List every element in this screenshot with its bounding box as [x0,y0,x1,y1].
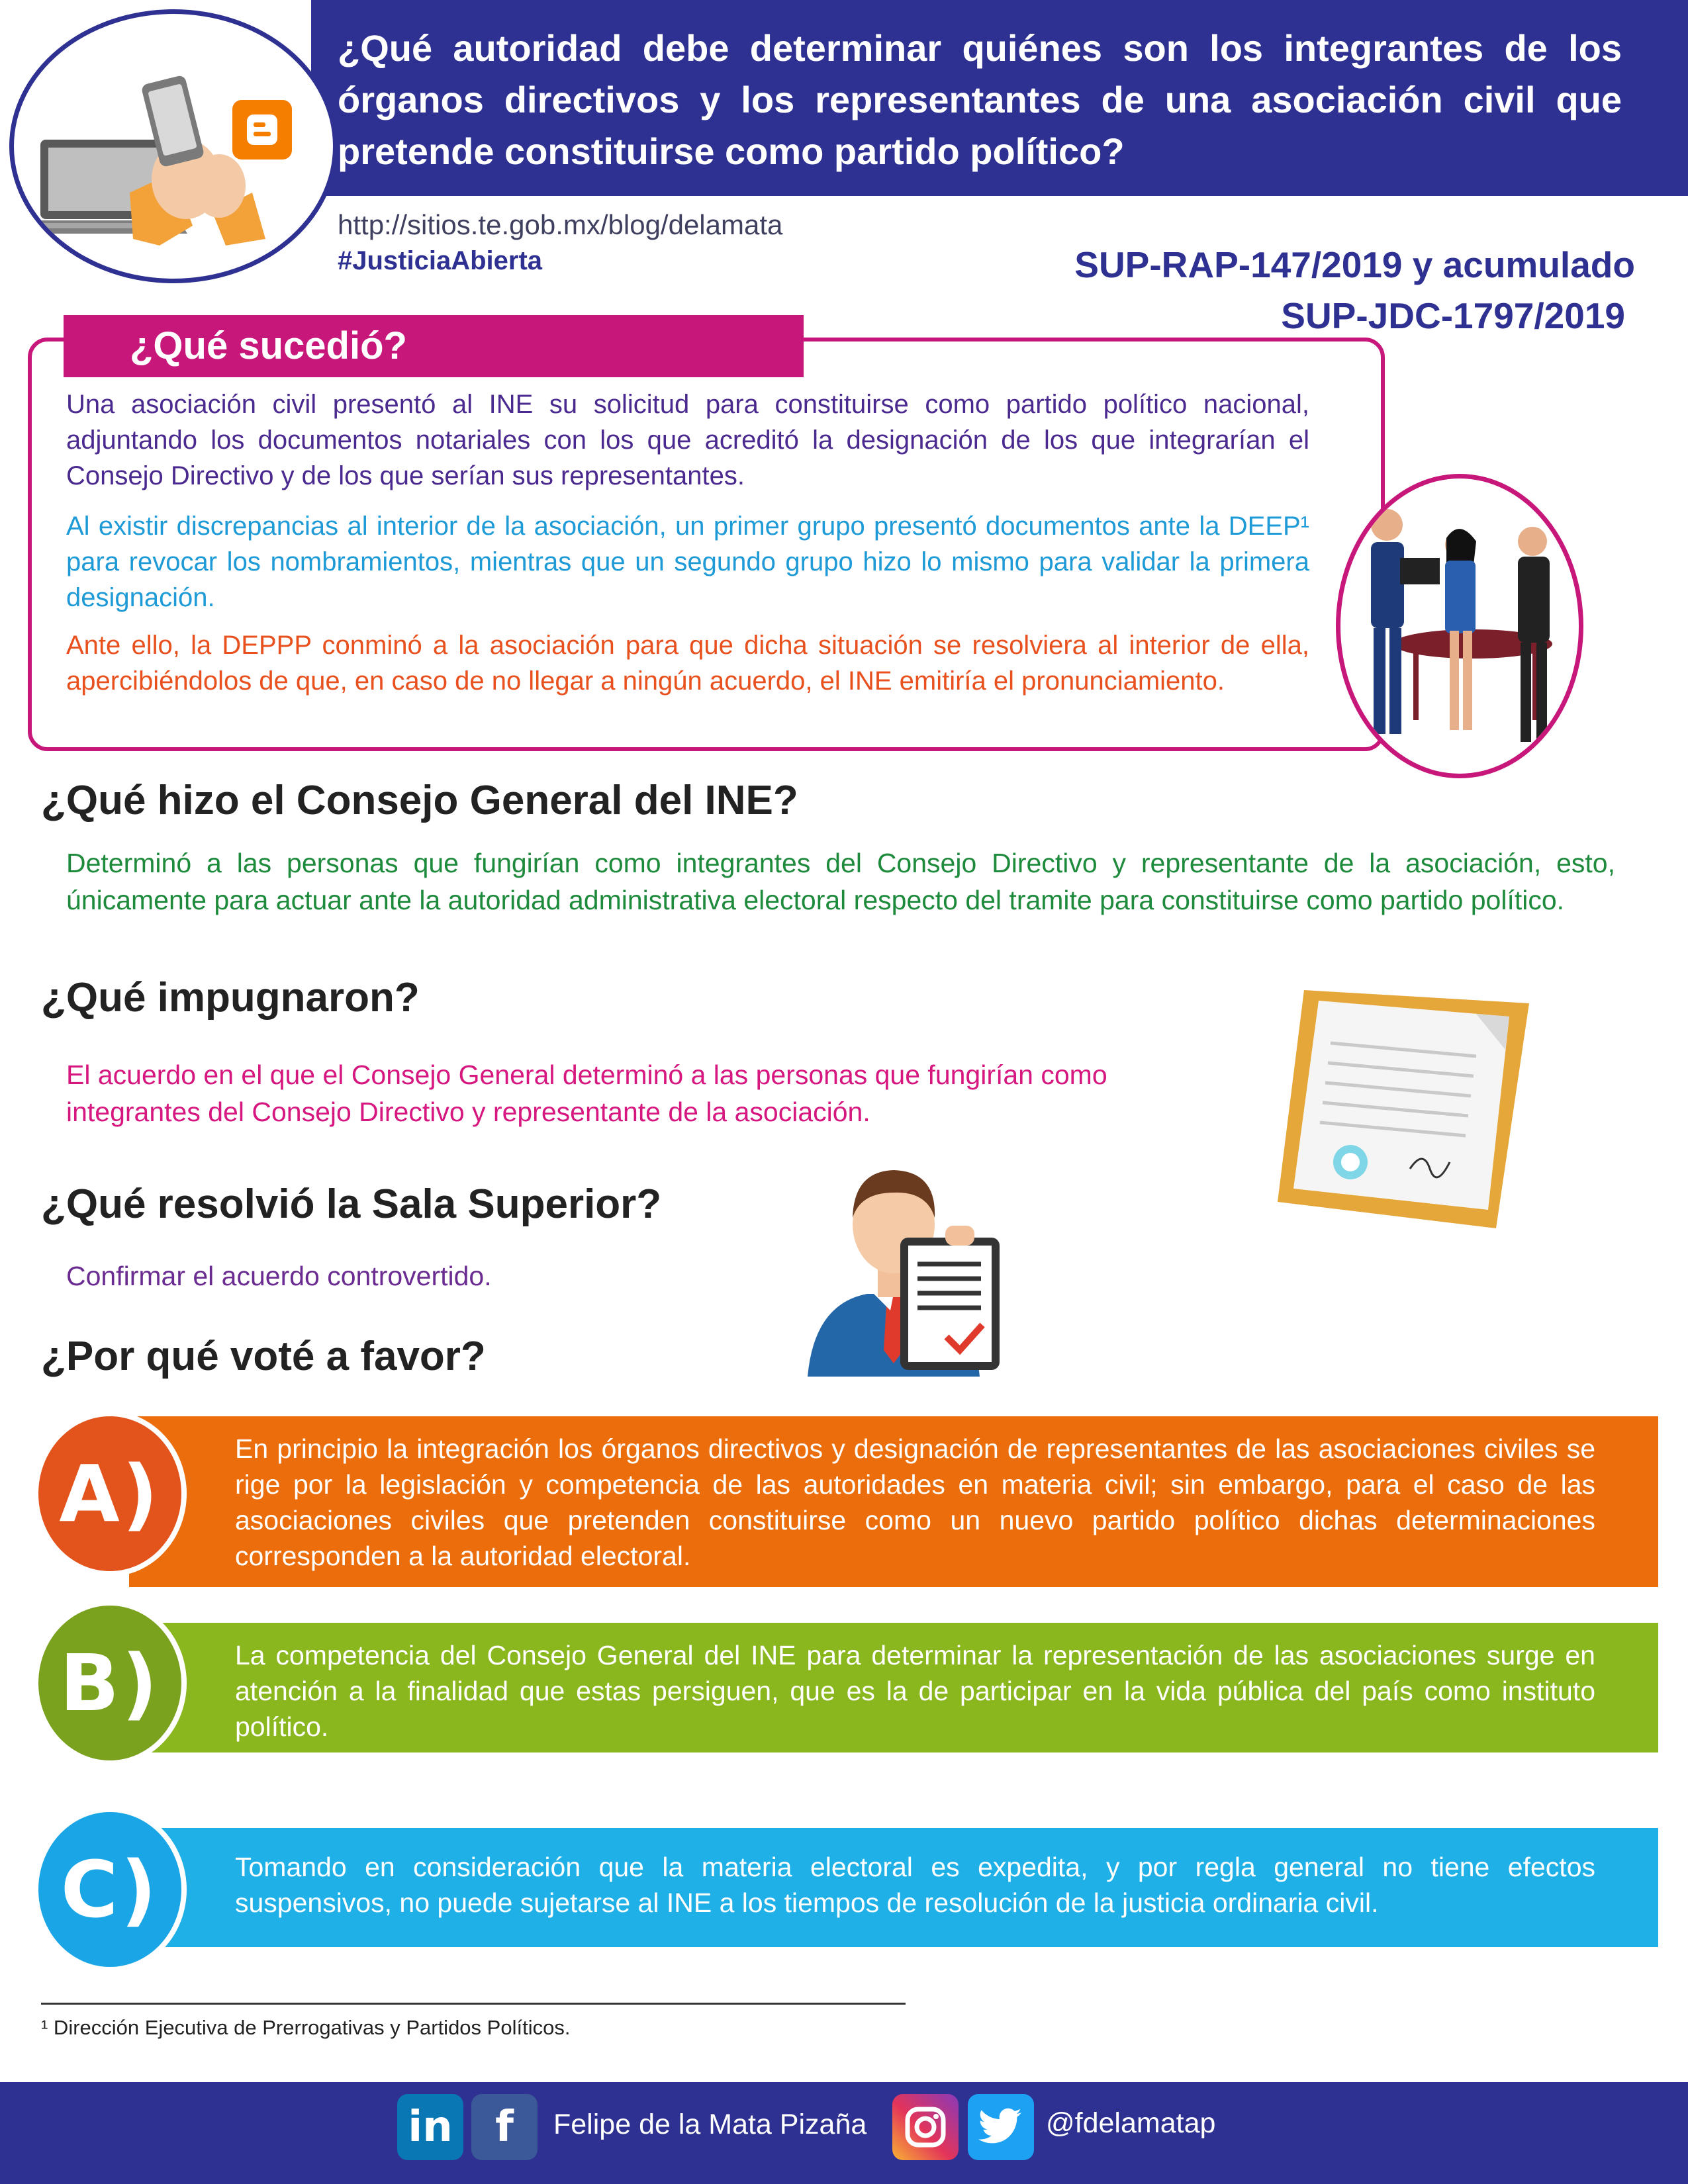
what-happened-paragraph-2: Al existir discrepancias al interior de la asociación, un primer grupo presentó documentos ante la DEEP¹ para revocar los nombramientos, mientras que un segundo grupo hizo lo mismo para validar la primera designación. [66,512,1309,612]
blog-link[interactable]: http://sitios.te.gob.mx/blog/delamata [338,209,783,240]
facebook-icon[interactable]: f [471,2094,538,2160]
council-heading: ¿Qué hizo el Consejo General del INE? [41,778,798,823]
twitter-icon[interactable] [968,2094,1034,2160]
hashtag[interactable]: #JusticiaAbierta [338,246,543,275]
laptop-phone-blogger-icon [14,14,333,279]
document-illustration [1278,964,1542,1228]
reason-badge-c [33,1807,187,1972]
what-happened-heading: ¿Qué sucedió? [64,315,804,377]
what-happened-paragraph-1: Una asociación civil presentó al INE su solicitud para constituirse como partido político nacional, adjuntando los documentos notariales con los que acreditó la designación de los que integrarían el Consejo Directivo y de los que serían sus representantes. [66,390,1309,490]
reason-badge-b [33,1600,187,1766]
footnote-divider [41,2003,906,2005]
council-text: Determinó a las personas que fungirían como integrantes del Consejo Directivo y representante de la asociación, esto, únicamente para actuar ante la autoridad administrativa electoral respecto del tramite para constituirse como partido político. [66,848,1615,915]
social-handle[interactable]: @fdelamatap [1046,2107,1216,2139]
linkedin-icon[interactable]: in [397,2094,463,2160]
page-title: ¿Qué autoridad debe determinar quiénes son los integrantes de los órganos directivos y los representantes de una asociación civil que pretende constituirse como partido político? [338,27,1622,172]
ruling-heading: ¿Qué resolvió la Sala Superior? [41,1181,662,1227]
reason-letter-c: C) [60,1844,160,1935]
challenged-heading: ¿Qué impugnaron? [41,975,420,1021]
signed-document-icon [1278,964,1542,1228]
reason-letter-a: A) [59,1448,161,1539]
reason-bar-a: En principio la integración los órganos directivos y designación de representantes de las asociaciones civiles se rige por la legislación y competencia de las autoridades en materia civil; sin embargo, para el caso de las asociaciones civiles que pretenden constituirse como un nuevo partido político dichas determinaciones corresponden a la autoridad electoral. [129,1416,1658,1587]
reason-badge-a [33,1411,187,1576]
instagram-icon[interactable] [892,2094,959,2160]
reason-bar-c: Tomando en consideración que la materia electoral es expedita, y por regla general no tiene efectos suspensivos, no puede sujetarse al INE a los tiempos de resolución de la justicia ordinaria civil. [129,1828,1658,1947]
case-number-secondary: SUP-JDC-1797/2019 [1281,295,1625,336]
reason-bar-b: La competencia del Consejo General del INE para determinar la representación de las asociaciones surge en atención a la finalidad que estas persiguen, que es la de participar en la vida pública del país como instituto político. [129,1623,1658,1752]
reason-letter-b: B) [60,1637,160,1729]
author-name: Felipe de la Mata Pizaña [553,2109,867,2140]
challenged-text: El acuerdo en el que el Consejo General determinó a las personas que fungirían como integrantes del Consejo Directivo y representante de la asociación. [66,1060,1107,1127]
meeting-illustration [1336,474,1583,778]
ruling-text: Confirmar el acuerdo controvertido. [66,1261,492,1291]
what-happened-paragraph-3: Ante ello, la DEPPP conminó a la asociación para que dicha situación se resolviera al interior de ella, apercibiéndolos de que, en caso de no llegar a ningún acuerdo, el INE emitiría el pronunciamiento. [66,631,1309,696]
business-meeting-icon [1340,478,1579,774]
header-illustration [9,9,338,283]
footnote: ¹ Dirección Ejecutiva de Prerrogativas y Partidos Políticos. [41,2016,571,2039]
vote-heading: ¿Por qué voté a favor? [41,1334,486,1379]
man-with-checklist-icon [794,1152,1013,1377]
approver-illustration [794,1152,1013,1377]
case-number-primary: SUP-RAP-147/2019 y acumulado [1074,244,1635,285]
